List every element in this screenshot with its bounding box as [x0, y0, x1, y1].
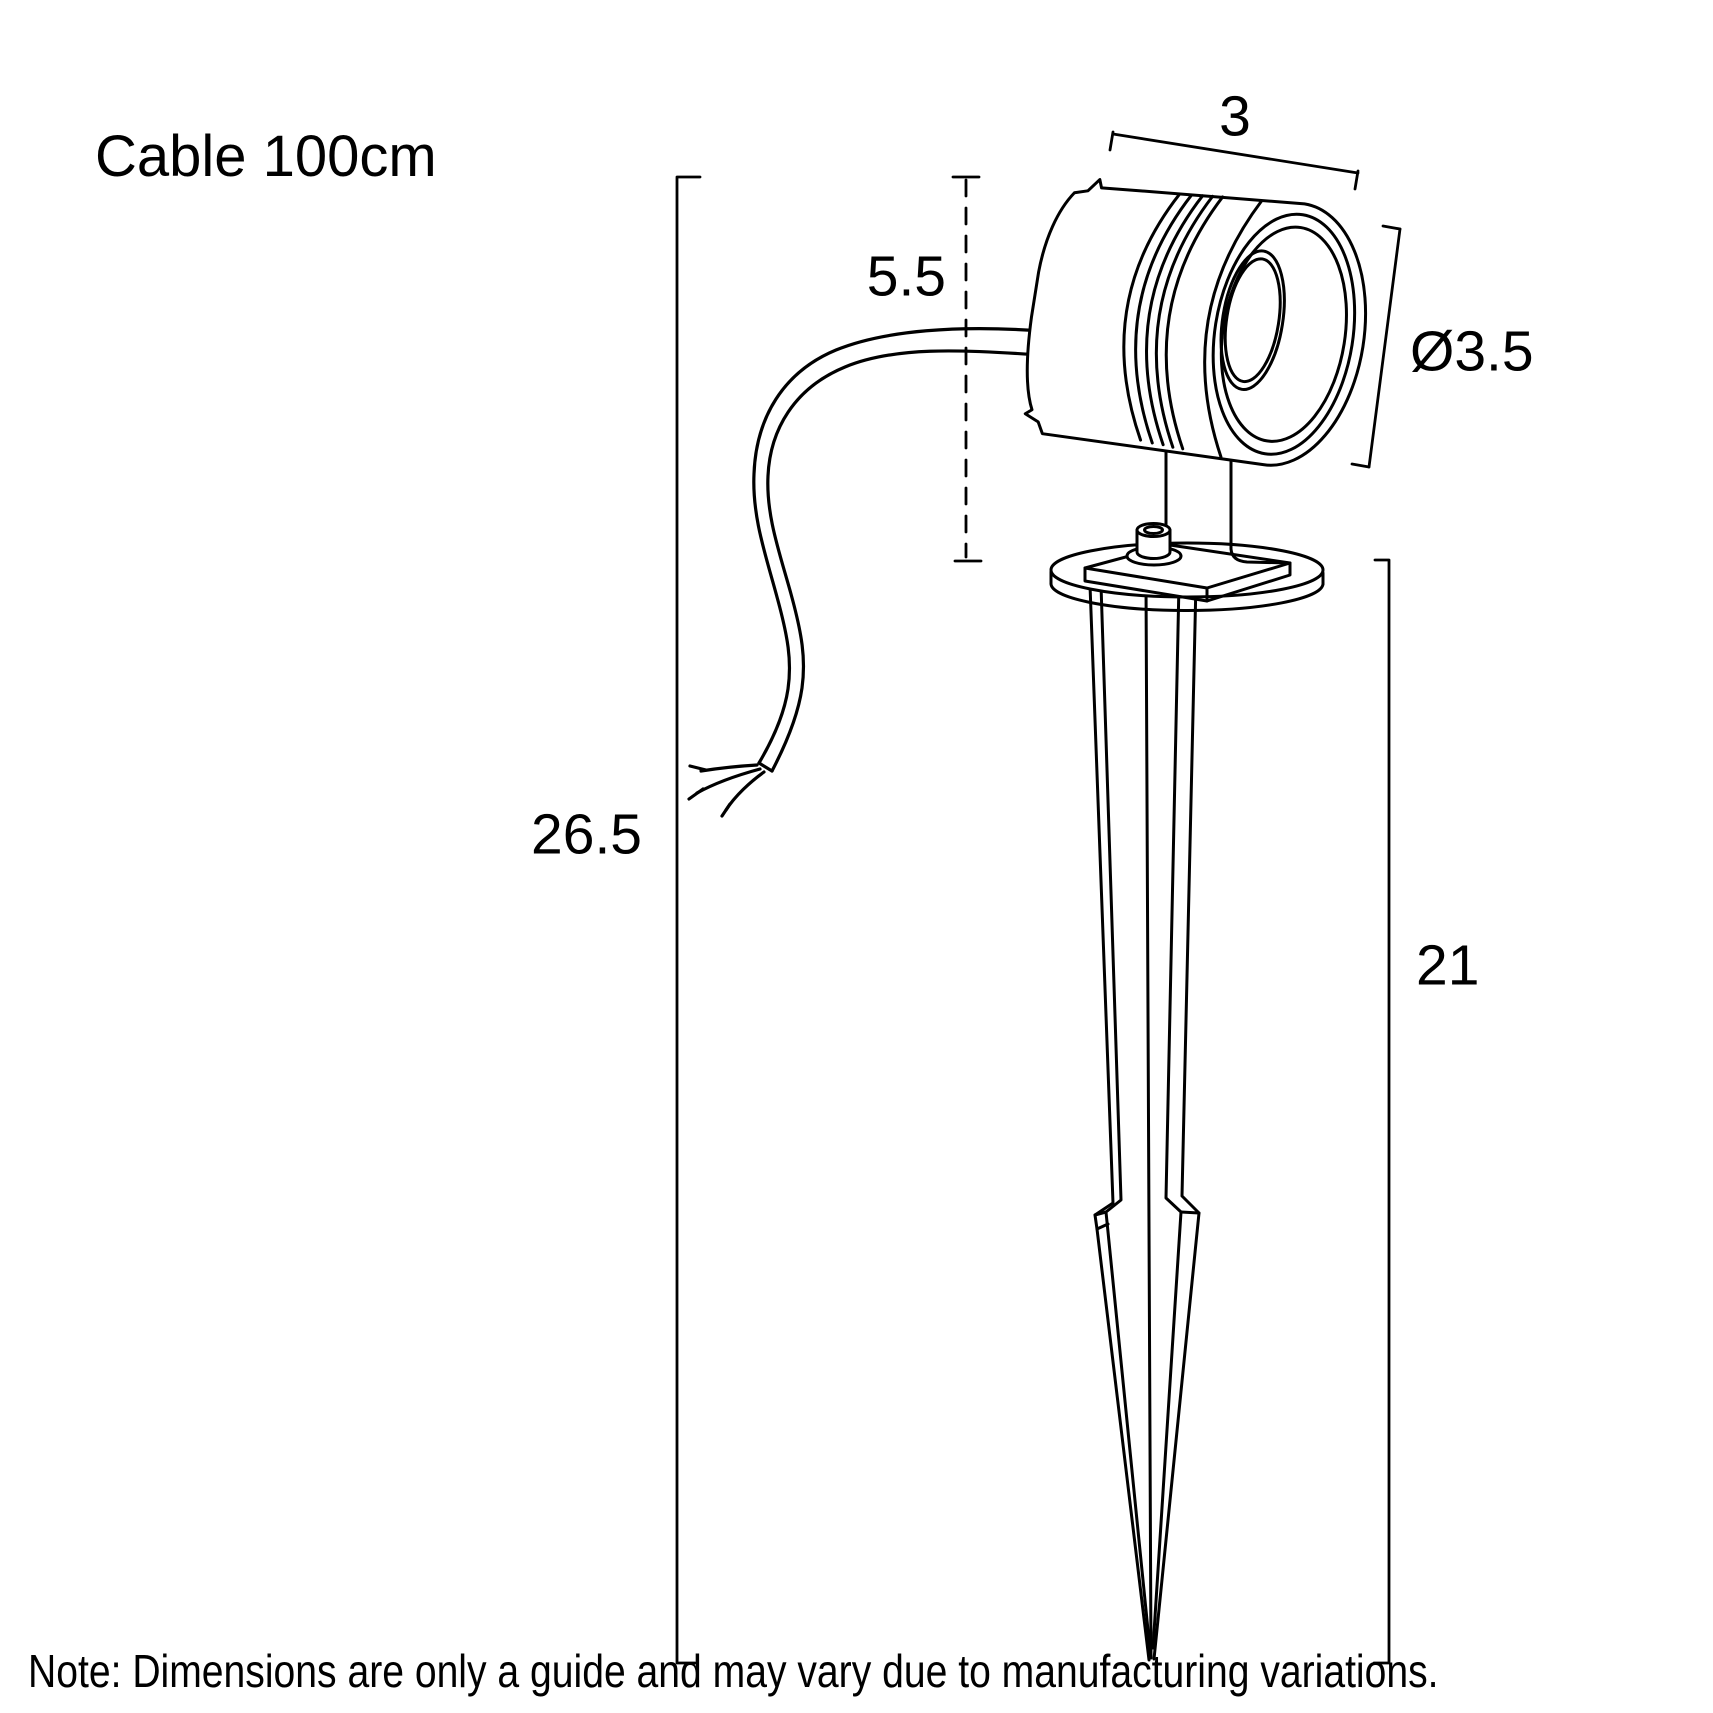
dim-overall-height-label: 26.5 [531, 802, 642, 867]
dim-line-spike-height [1374, 560, 1389, 1663]
dim-line-lens-diameter [1369, 229, 1400, 467]
dim-head-offset-label: 5.5 [866, 244, 946, 309]
spotlight-head [1014, 164, 1384, 481]
dim-spike-height-label: 21 [1416, 933, 1480, 998]
dim-line-overall-height [677, 177, 700, 1663]
head-silhouette [1014, 164, 1384, 481]
power-cable [689, 329, 1041, 816]
dim-lens-diameter-label: Ø3.5 [1410, 319, 1534, 384]
ground-spike [1090, 582, 1199, 1660]
dim-head-length-label: 3 [1219, 84, 1251, 149]
cable-length-label: Cable 100cm [95, 124, 437, 189]
note-text: Note: Dimensions are only a guide and may vary due to manufacturing variations. [28, 1645, 1439, 1697]
